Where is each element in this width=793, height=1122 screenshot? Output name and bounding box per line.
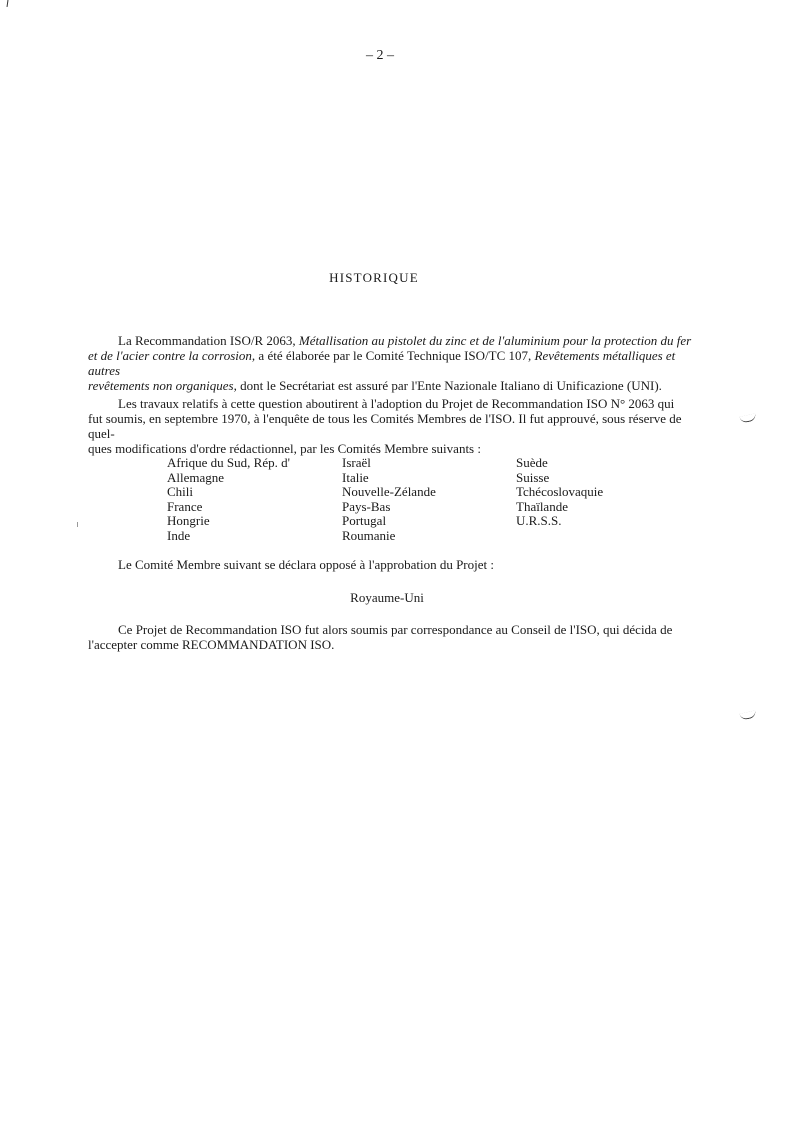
paragraph-approval [88,396,708,456]
country-item: France [167,498,203,514]
margin-mark [739,413,756,423]
country-item: Portugal [342,513,387,529]
country-item: Hongrie [167,513,210,529]
page-number: – 2 – [366,48,394,63]
country-item: U.R.S.S. [516,513,562,529]
scan-mark [77,522,78,527]
country-item: Suède [516,455,548,470]
country-column-1 [167,456,290,544]
opposed-member: Royaume-Uni [350,590,424,605]
country-item: Tchécoslovaquie [516,484,604,500]
country-column-2 [342,456,436,544]
paragraph-line: Les travaux relatifs à cette question aboutirent à l'adoption du Projet de Recommandation ISO N° 2063 qui [118,396,675,411]
paragraph-text: a été élaborée par le Comité Technique ISO/TC 107, [255,348,535,363]
paragraph-acceptance [88,622,708,652]
country-item: Allemagne [167,469,225,485]
paragraph-history-intro [88,333,708,393]
country-item: Pays-Bas [342,498,391,514]
paragraph-italic-title: Métallisation au pistolet du zinc et de l'aluminium pour la protection du fer [298,333,692,348]
paragraph-opposition: Le Comité Membre suivant se déclara opposé à l'approbation du Projet : [118,557,494,572]
section-heading: HISTORIQUE [329,270,419,285]
paragraph-text: dont le Secrétariat est assuré par l'Ente Nazionale Italiano di Unificazione (UNI). [236,378,662,393]
country-item: Inde [167,527,191,543]
paragraph-italic-committee: Revêtements métalliques et autres [88,348,676,378]
paragraph-line: ques modifications d'ordre rédactionnel, par les Comités Membre suivants : [88,441,481,456]
country-item: Chili [167,484,194,500]
paragraph-italic-committee: revêtements non organiques, [88,378,237,393]
country-item: Roumanie [342,527,396,543]
country-item: Afrique du Sud, Rép. d' [167,455,290,470]
country-item: Thaïlande [516,498,568,514]
country-column-3 [516,456,603,529]
country-item: Italie [342,469,369,485]
paragraph-line: Ce Projet de Recommandation ISO fut alors soumis par correspondance au Conseil de l'ISO, qui décida de [118,622,673,637]
paragraph-line: fut soumis, en septembre 1970, à l'enquête de tous les Comités Membres de l'ISO. Il fut approuvé, sous réserve de quel- [88,411,682,441]
country-item: Israël [342,455,371,470]
margin-mark [739,710,756,720]
country-item: Nouvelle-Zélande [342,484,436,500]
paragraph-line: l'accepter comme RECOMMANDATION ISO. [88,637,335,652]
scan-mark [7,0,9,7]
paragraph-text: La Recommandation ISO/R 2063, [118,333,299,348]
country-item: Suisse [516,469,550,485]
paragraph-italic-title: et de l'acier contre la corrosion, [88,348,256,363]
